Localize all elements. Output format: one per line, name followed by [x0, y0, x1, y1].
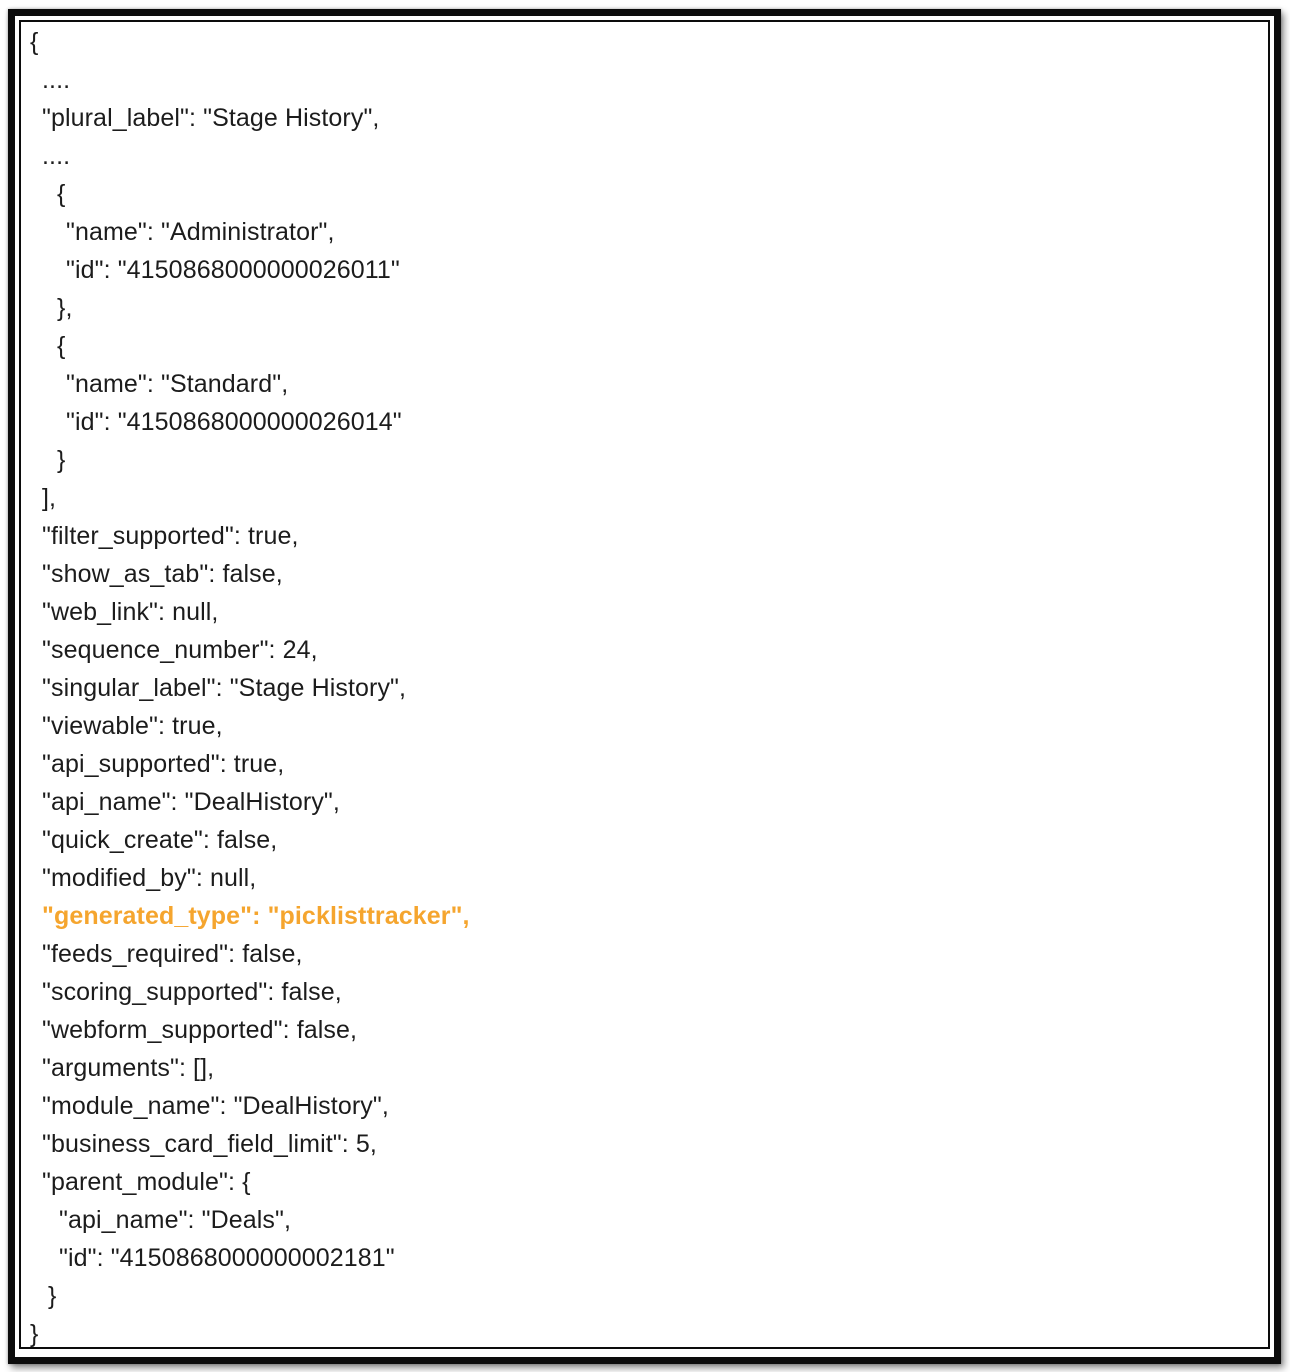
code-line: "web_link": null,	[42, 598, 219, 626]
json-code-block	[21, 22, 1268, 1349]
code-line: "id": "4150868000000026014"	[66, 408, 402, 436]
code-line: "api_name": "Deals",	[59, 1206, 292, 1234]
code-block-inner-border	[19, 20, 1270, 1349]
code-line: "api_name": "DealHistory",	[42, 788, 340, 816]
code-line: "id": "4150868000000002181"	[59, 1244, 395, 1272]
code-line: "viewable": true,	[42, 712, 223, 740]
code-line: "plural_label": "Stage History",	[42, 104, 380, 132]
code-line: ....	[42, 142, 71, 170]
code-line: "sequence_number": 24,	[42, 636, 318, 664]
code-line: }	[48, 1282, 57, 1310]
code-line: }	[30, 1320, 39, 1348]
code-line: "show_as_tab": false,	[42, 560, 283, 588]
code-line: ....	[42, 66, 71, 94]
code-line: "name": "Administrator",	[66, 218, 335, 246]
code-line: "parent_module": {	[42, 1168, 251, 1196]
code-line: "business_card_field_limit": 5,	[42, 1130, 377, 1158]
code-line: "quick_create": false,	[42, 826, 278, 854]
code-line: "filter_supported": true,	[42, 522, 299, 550]
code-line: "feeds_required": false,	[42, 940, 303, 968]
code-line: }	[57, 446, 66, 474]
code-line-highlighted: "generated_type": "picklisttracker",	[42, 902, 470, 930]
code-line: "scoring_supported": false,	[42, 978, 342, 1006]
code-line: "modified_by": null,	[42, 864, 257, 892]
code-line: "webform_supported": false,	[42, 1016, 358, 1044]
code-line: ],	[42, 484, 57, 512]
code-line: "module_name": "DealHistory",	[42, 1092, 389, 1120]
code-line: "api_supported": true,	[42, 750, 285, 778]
code-line: {	[57, 332, 66, 360]
code-line: },	[57, 294, 73, 322]
code-line: {	[30, 28, 39, 56]
code-line: "singular_label": "Stage History",	[42, 674, 407, 702]
code-line: {	[57, 180, 66, 208]
code-line: "name": "Standard",	[66, 370, 289, 398]
code-line: "id": "4150868000000026011"	[66, 256, 400, 284]
code-block-frame	[8, 9, 1281, 1364]
code-line: "arguments": [],	[42, 1054, 215, 1082]
